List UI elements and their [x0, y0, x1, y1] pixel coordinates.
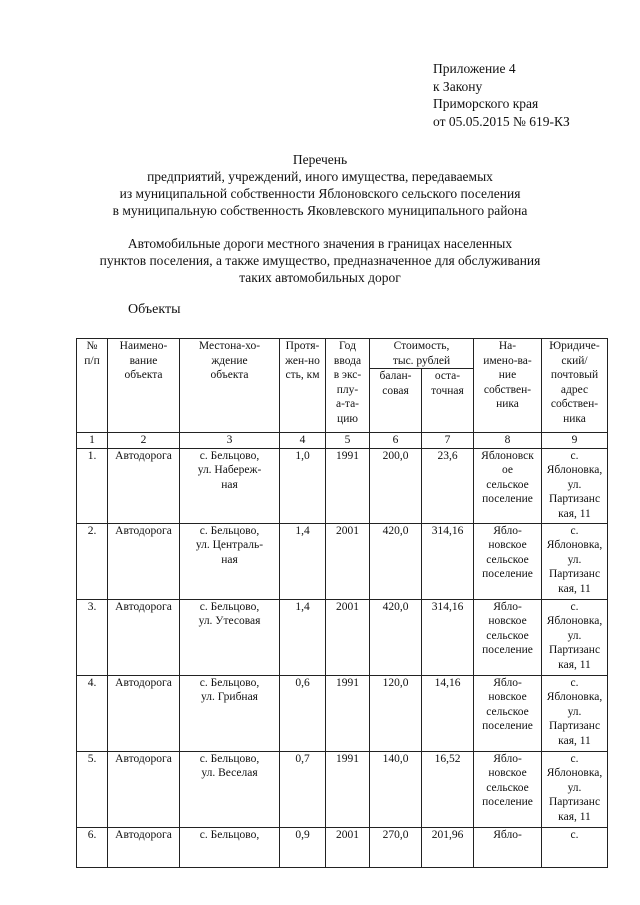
commission-year: 2001	[326, 523, 370, 599]
text-line: совая	[382, 384, 409, 397]
commission-year: 2001	[326, 599, 370, 675]
text-line: тыс. рублей	[392, 354, 451, 367]
text-line: Партизанс	[548, 568, 601, 580]
text-line: с. Бельцово,	[199, 600, 260, 613]
text-line: объекта	[124, 369, 163, 381]
header-cost	[370, 339, 474, 369]
text-line: сельское	[486, 478, 529, 491]
text-line: ул.	[567, 629, 582, 642]
text-line: ная	[221, 478, 238, 491]
text-line: Автомобильные дороги местного значения в границах населенных	[127, 236, 513, 251]
residual-cost: 14,16	[422, 675, 474, 751]
road-length: 1,4	[280, 599, 326, 675]
residual-cost: 16,52	[422, 751, 474, 827]
text-line: с. Бельцово,	[199, 449, 260, 462]
text-line: Наимено-	[119, 340, 168, 352]
object-location	[180, 827, 280, 867]
text-line: На-	[498, 340, 517, 352]
text-line: кая, 11	[558, 582, 591, 595]
text-line: вание	[129, 354, 158, 367]
text-line: сельское	[486, 781, 529, 794]
text-line: Перечень	[292, 152, 348, 167]
text-line: с.	[570, 600, 579, 613]
object-location	[180, 448, 280, 523]
text-line: Год	[339, 340, 356, 352]
owner-address	[542, 751, 608, 827]
text-line: ние	[498, 369, 517, 381]
owner-name	[474, 827, 542, 867]
text-line: Протя-	[285, 340, 320, 352]
text-line: имено-ва-	[483, 354, 532, 367]
table-row	[77, 827, 608, 867]
text-line: поселение	[482, 568, 533, 580]
object-name: Автодорога	[108, 523, 180, 599]
balance-cost: 120,0	[370, 675, 422, 751]
text-line: поселение	[482, 796, 533, 808]
text-line: Ябло-	[493, 600, 522, 613]
text-line: Приложение 4	[433, 61, 516, 76]
owner-address	[542, 448, 608, 523]
text-line: с.	[570, 449, 579, 462]
road-length: 0,7	[280, 751, 326, 827]
text-line: Яблоновка,	[546, 464, 603, 476]
object-name: Автодорога	[108, 751, 180, 827]
text-line: Партизанс	[548, 720, 601, 732]
text-line: ввода	[333, 354, 362, 367]
column-number: 7	[422, 433, 474, 449]
column-number: 4	[280, 433, 326, 449]
text-line: Яблоновка,	[546, 539, 603, 551]
residual-cost: 314,16	[422, 599, 474, 675]
owner-name	[474, 448, 542, 523]
text-line: ника	[496, 398, 519, 410]
text-line: кая, 11	[558, 734, 591, 747]
column-number: 3	[180, 433, 280, 449]
text-line: с. Бельцово,	[199, 676, 260, 689]
text-line: с. Бельцово,	[199, 524, 260, 537]
text-line: сть, км	[285, 369, 320, 381]
text-line: из муниципальной собственности Яблоновского сельского поселения	[119, 186, 521, 201]
text-line: новское	[488, 539, 527, 551]
object-name: Автодорога	[108, 599, 180, 675]
text-line: ский/	[561, 354, 588, 367]
text-line: Ябло-	[493, 752, 522, 765]
owner-name	[474, 523, 542, 599]
text-line: сельское	[486, 705, 529, 718]
text-line: цию	[337, 412, 358, 425]
table-row	[77, 751, 608, 827]
text-line: поселение	[482, 493, 533, 505]
row-number: 6.	[77, 827, 108, 867]
road-length: 0,9	[280, 827, 326, 867]
text-line: плу-	[336, 383, 359, 396]
object-name: Автодорога	[108, 448, 180, 523]
text-line: точная	[431, 384, 464, 397]
text-line: а-та-	[335, 398, 360, 410]
text-line: Партизанс	[548, 644, 601, 656]
text-line: Яблоновка,	[546, 767, 603, 779]
text-line: Ябло-	[493, 828, 522, 841]
object-name: Автодорога	[108, 675, 180, 751]
header-year	[326, 339, 370, 433]
owner-name	[474, 751, 542, 827]
header-owner-name	[474, 339, 542, 433]
road-length: 0,6	[280, 675, 326, 751]
residual-cost: 201,96	[422, 827, 474, 867]
table-row	[77, 523, 608, 599]
balance-cost: 420,0	[370, 599, 422, 675]
text-line: от 05.05.2015 № 619-КЗ	[433, 113, 570, 129]
text-line: ул.	[567, 553, 582, 566]
table-row	[77, 448, 608, 523]
text-line: балан-	[379, 370, 412, 382]
commission-year: 2001	[326, 827, 370, 867]
text-line: сельское	[486, 553, 529, 566]
text-line: ул. Набереж-	[197, 464, 262, 476]
road-length: 1,0	[280, 448, 326, 523]
text-line: почтовый	[550, 369, 599, 381]
table-row	[77, 675, 608, 751]
text-line: п/п	[84, 354, 100, 367]
text-line: ул.	[567, 705, 582, 718]
balance-cost: 270,0	[370, 827, 422, 867]
text-line: поселение	[482, 644, 533, 656]
text-line: собствен-	[550, 398, 599, 410]
text-line: ул. Веселая	[201, 767, 258, 779]
column-number: 9	[542, 433, 608, 449]
residual-cost: 314,16	[422, 523, 474, 599]
text-line: Партизанс	[548, 493, 601, 505]
header-owner-address	[542, 339, 608, 433]
text-line: Яблоновка,	[546, 691, 603, 703]
column-numbers-row	[77, 433, 608, 449]
balance-cost: 200,0	[370, 448, 422, 523]
header-length	[280, 339, 326, 433]
text-line: в муниципальную собственность Яковлевского муниципального района	[112, 203, 528, 218]
object-location	[180, 675, 280, 751]
text-line: с.	[570, 752, 579, 765]
text-line: с.	[570, 524, 579, 537]
header-name	[108, 339, 180, 433]
owner-name	[474, 675, 542, 751]
text-line: с. Бельцово,	[199, 828, 260, 841]
text-line: новское	[488, 767, 527, 779]
row-number: 3.	[77, 599, 108, 675]
text-line: ул.	[567, 478, 582, 491]
text-line: оста-	[434, 370, 461, 382]
table-row	[77, 599, 608, 675]
text-line: ждение	[211, 354, 248, 367]
text-line: таких автомобильных дорог	[239, 270, 401, 285]
text-line: ое	[502, 464, 513, 476]
header-location	[180, 339, 280, 433]
objects-label: Объекты	[128, 302, 181, 317]
row-number: 2.	[77, 523, 108, 599]
text-line: Приморского края	[433, 96, 539, 111]
text-line: объекта	[210, 369, 249, 381]
text-line: предприятий, учреждений, иного имущества, передаваемых	[147, 169, 493, 184]
text-line: с.	[570, 828, 579, 841]
commission-year: 1991	[326, 751, 370, 827]
text-line: ул. Утесовая	[198, 615, 261, 627]
text-line: Яблоновск	[481, 449, 534, 462]
text-line: новское	[488, 691, 527, 703]
owner-address	[542, 523, 608, 599]
text-line: новское	[488, 615, 527, 627]
object-location	[180, 599, 280, 675]
column-number: 5	[326, 433, 370, 449]
balance-cost: 140,0	[370, 751, 422, 827]
header-num	[77, 339, 108, 433]
row-number: 4.	[77, 675, 108, 751]
column-number: 1	[77, 433, 108, 449]
object-name: Автодорога	[108, 827, 180, 867]
object-location	[180, 751, 280, 827]
text-line: ника	[563, 412, 586, 425]
text-line: с.	[570, 676, 579, 689]
text-line: в экс-	[333, 369, 362, 381]
balance-cost: 420,0	[370, 523, 422, 599]
column-number: 6	[370, 433, 422, 449]
column-number: 2	[108, 433, 180, 449]
row-number: 5.	[77, 751, 108, 827]
text-line: пунктов поселения, а также имущество, предназначенное для обслуживания	[99, 253, 541, 268]
text-line: Ябло-	[493, 676, 522, 689]
text-line: адрес	[560, 383, 589, 396]
text-line: к Закону	[433, 78, 483, 94]
text-line: собствен-	[483, 383, 532, 396]
text-line: Юридиче-	[549, 340, 600, 352]
text-line: ная	[221, 553, 238, 566]
objects-table	[76, 338, 608, 868]
text-line: №	[86, 340, 98, 352]
text-line: ул. Централь-	[195, 539, 264, 551]
column-number: 8	[474, 433, 542, 449]
text-line: с. Бельцово,	[199, 752, 260, 765]
header-residual	[422, 369, 474, 433]
header-balance	[370, 369, 422, 433]
text-line: Местона-хо-	[198, 340, 261, 352]
road-length: 1,4	[280, 523, 326, 599]
residual-cost: 23,6	[422, 448, 474, 523]
object-location	[180, 523, 280, 599]
owner-address	[542, 675, 608, 751]
row-number: 1.	[77, 448, 108, 523]
text-line: Партизанс	[548, 796, 601, 808]
commission-year: 1991	[326, 675, 370, 751]
text-line: Ябло-	[493, 524, 522, 537]
owner-address	[542, 599, 608, 675]
text-line: поселение	[482, 720, 533, 732]
commission-year: 1991	[326, 448, 370, 523]
text-line: кая, 11	[558, 810, 591, 823]
text-line: ул.	[567, 781, 582, 794]
text-line: Стоимость,	[393, 340, 450, 352]
owner-address	[542, 827, 608, 867]
text-line: сельское	[486, 629, 529, 642]
owner-name	[474, 599, 542, 675]
text-line: Яблоновка,	[546, 615, 603, 627]
text-line: жен-но	[285, 354, 320, 367]
text-line: кая, 11	[558, 507, 591, 520]
text-line: кая, 11	[558, 658, 591, 671]
text-line: ул. Грибная	[201, 691, 258, 703]
